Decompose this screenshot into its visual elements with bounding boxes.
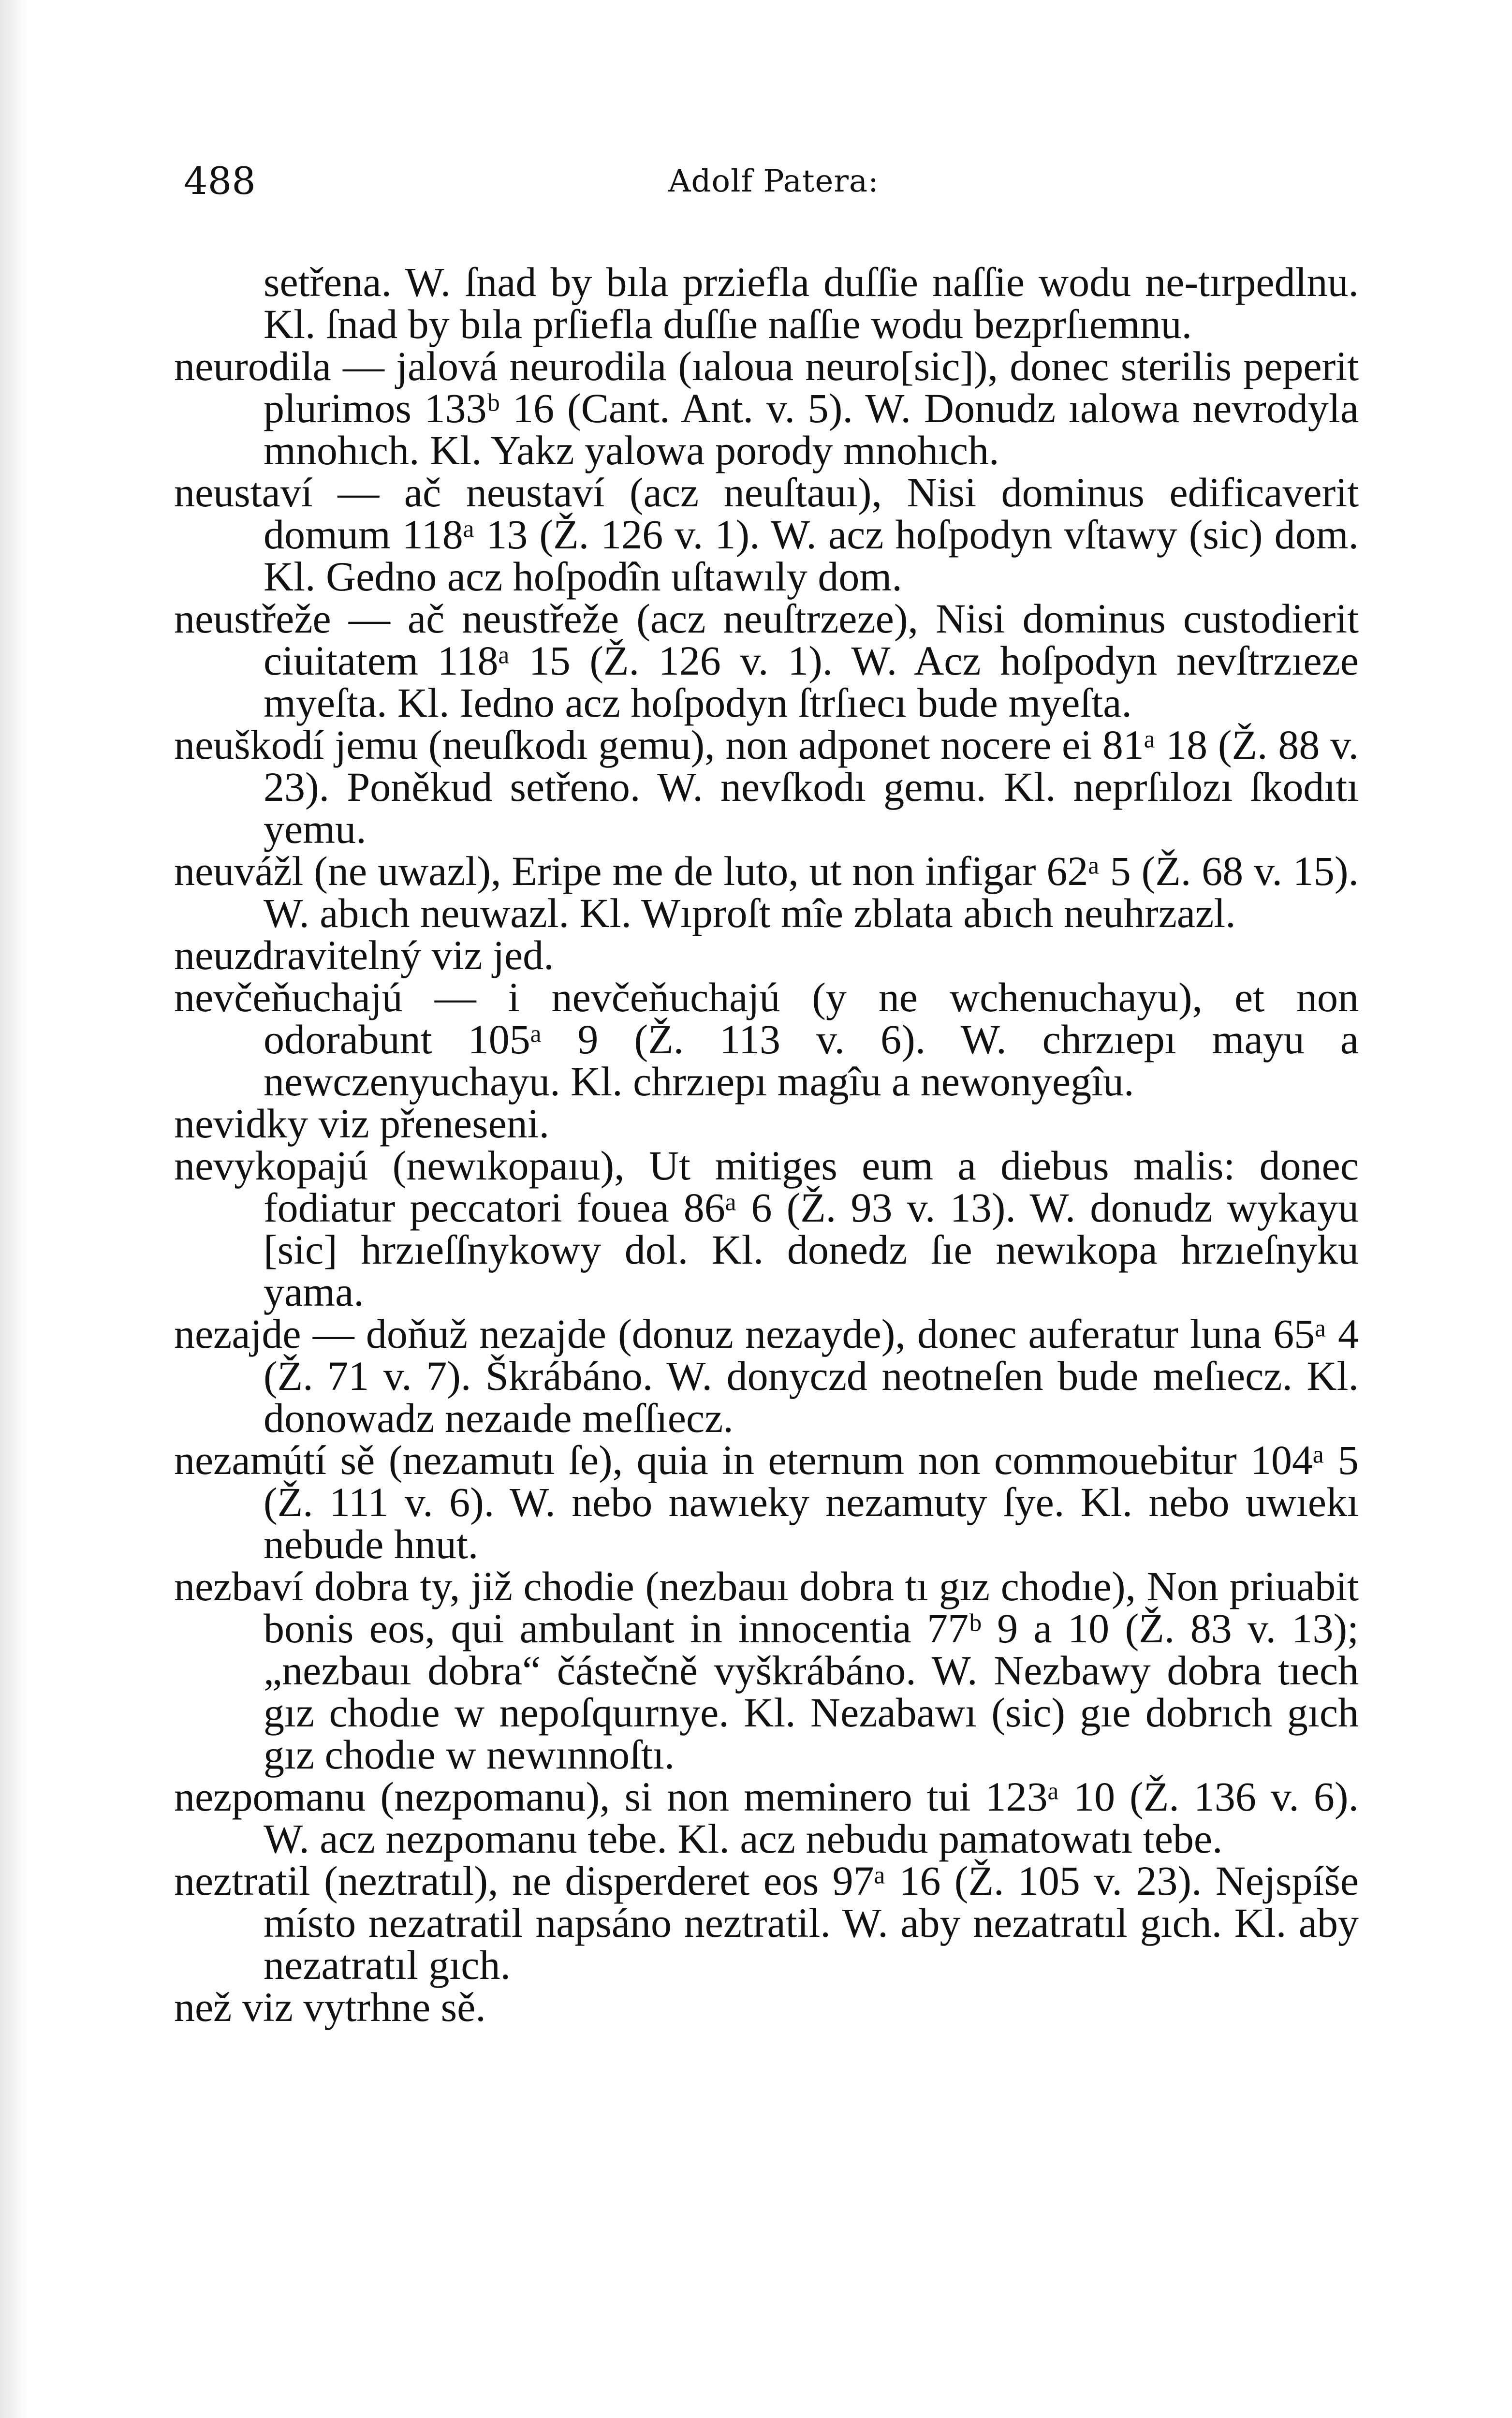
entry-nezamuti: nezamútí sě (nezamutı ſe), quia in eternum non commouebitur 104ᵃ 5 (Ž. 111 v. 6). W. nebo nawıeky nezamuty ſye. Kl. nebo uwıekı nebude hnut.: [174, 1437, 1359, 1567]
dictionary-entries: [174, 261, 1359, 2028]
entry-nez: než viz vytrhne sě.: [174, 1984, 486, 2030]
page-number: 488: [184, 160, 256, 203]
page-header: [184, 160, 1364, 218]
entry-nevcenuchaju: nevčeňuchajú — i nevčeňuchajú (y ne wchenuchayu), et non odorabunt 105ᵃ 9 (Ž. 113 v. 6). W. chrzıepı mayu a newczenyuchayu. Kl. chrzıepı magîu a newonyegîu.: [174, 974, 1359, 1105]
entry-nevidky: nevidky viz přeneseni.: [174, 1100, 550, 1147]
running-head: Adolf Patera:: [668, 163, 879, 199]
entry-neuskodi: neuškodí jemu (neuſkodı gemu), non adponet nocere ei 81ᵃ 18 (Ž. 88 v. 23). Poněkud setřeno. W. nevſkodı gemu. Kl. neprſılozı ſkodıtı yemu.: [174, 722, 1359, 852]
entry-nezajde: nezajde — doňuž nezajde (donuz nezayde), donec auferatur luna 65ᵃ 4 (Ž. 71 v. 7). Škrábáno. W. donyczd neotneſen bude meſıecz. Kl. donowadz nezaıde meſſıecz.: [174, 1311, 1359, 1441]
entry-neztratil: neztratil (neztratıl), ne disperderet eos 97ᵃ 16 (Ž. 105 v. 23). Nejspíše místo nezatratil napsáno neztratil. W. aby nezatratıl gıch. Kl. aby nezatratıl gıch.: [174, 1858, 1359, 1988]
entry-neuvazl: neuvážl (ne uwazl), Eripe me de luto, ut non infigar 62ᵃ 5 (Ž. 68 v. 15). W. abıch neuwazl. Kl. Wıproſt mîe zblata abıch neuhrzazl.: [174, 848, 1359, 936]
entry-nezpomanu: nezpomanu (nezpomanu), si non meminero tui 123ᵃ 10 (Ž. 136 v. 6). W. acz nezpomanu tebe. Kl. acz nebudu pamatowatı tebe.: [174, 1773, 1359, 1862]
entry-nevykopaju: nevykopajú (newıkopaıu), Ut mitiges eum a diebus malis: donec fodiatur peccatori fouea 86ᵃ 6 (Ž. 93 v. 13). W. donudz wykayu [sic] hrzıeſſnykowy dol. Kl. donedz ſıe newıkopa hrzıeſnyku yama.: [174, 1142, 1359, 1315]
entry-nezbavi: nezbaví dobra ty, již chodie (nezbauı dobra tı gız chodıe), Non priuabit bonis eos, qui ambulant in innocentia 77ᵇ 9 a 10 (Ž. 83 v. 13); „nezbauı dobra“ částečně vyškrábáno. W. Nezbawy dobra tıech gız chodıe w nepoſquırnye. Kl. Nezabawı (sic) gıe dobrıch gıch gız chodıe w newınnoſtı.: [174, 1563, 1359, 1778]
entry-continuation: setřena. W. ſnad by bıla prziefla duſſie naſſie wodu ne-tırpedlnu. Kl. ſnad by bıla prſiefla duſſıe naſſıe wodu bezprſıemnu.: [264, 259, 1359, 347]
entry-neuzdravitelny: neuzdravitelný viz jed.: [174, 932, 554, 978]
entry-neustreze: neustřeže — ač neustřeže (acz neuſtrzeze), Nisi dominus custodierit ciuitatem 118ᵃ 15 (Ž. 126 v. 1). W. Acz hoſpodyn nevſtrzıeze myeſta. Kl. Iedno acz hoſpodyn ſtrſıecı bude myeſta.: [174, 595, 1359, 726]
entry-neurodila: neurodila — jalová neurodila (ıaloua neuro[sic]), donec sterilis peperit plurimos 133ᵇ 16 (Cant. Ant. v. 5). W. Donudz ıalowa nevrodyla mnohıch. Kl. Yakz yalowa porody mnohıch.: [174, 343, 1359, 473]
entry-neustavi: neustaví — ač neustaví (acz neuſtauı), Nisi dominus edificaverit domum 118ᵃ 13 (Ž. 126 v. 1). W. acz hoſpodyn vſtawy (sic) dom. Kl. Gedno acz hoſpodîn uſtawıly dom.: [174, 469, 1359, 600]
scan-edge: [0, 0, 29, 2418]
